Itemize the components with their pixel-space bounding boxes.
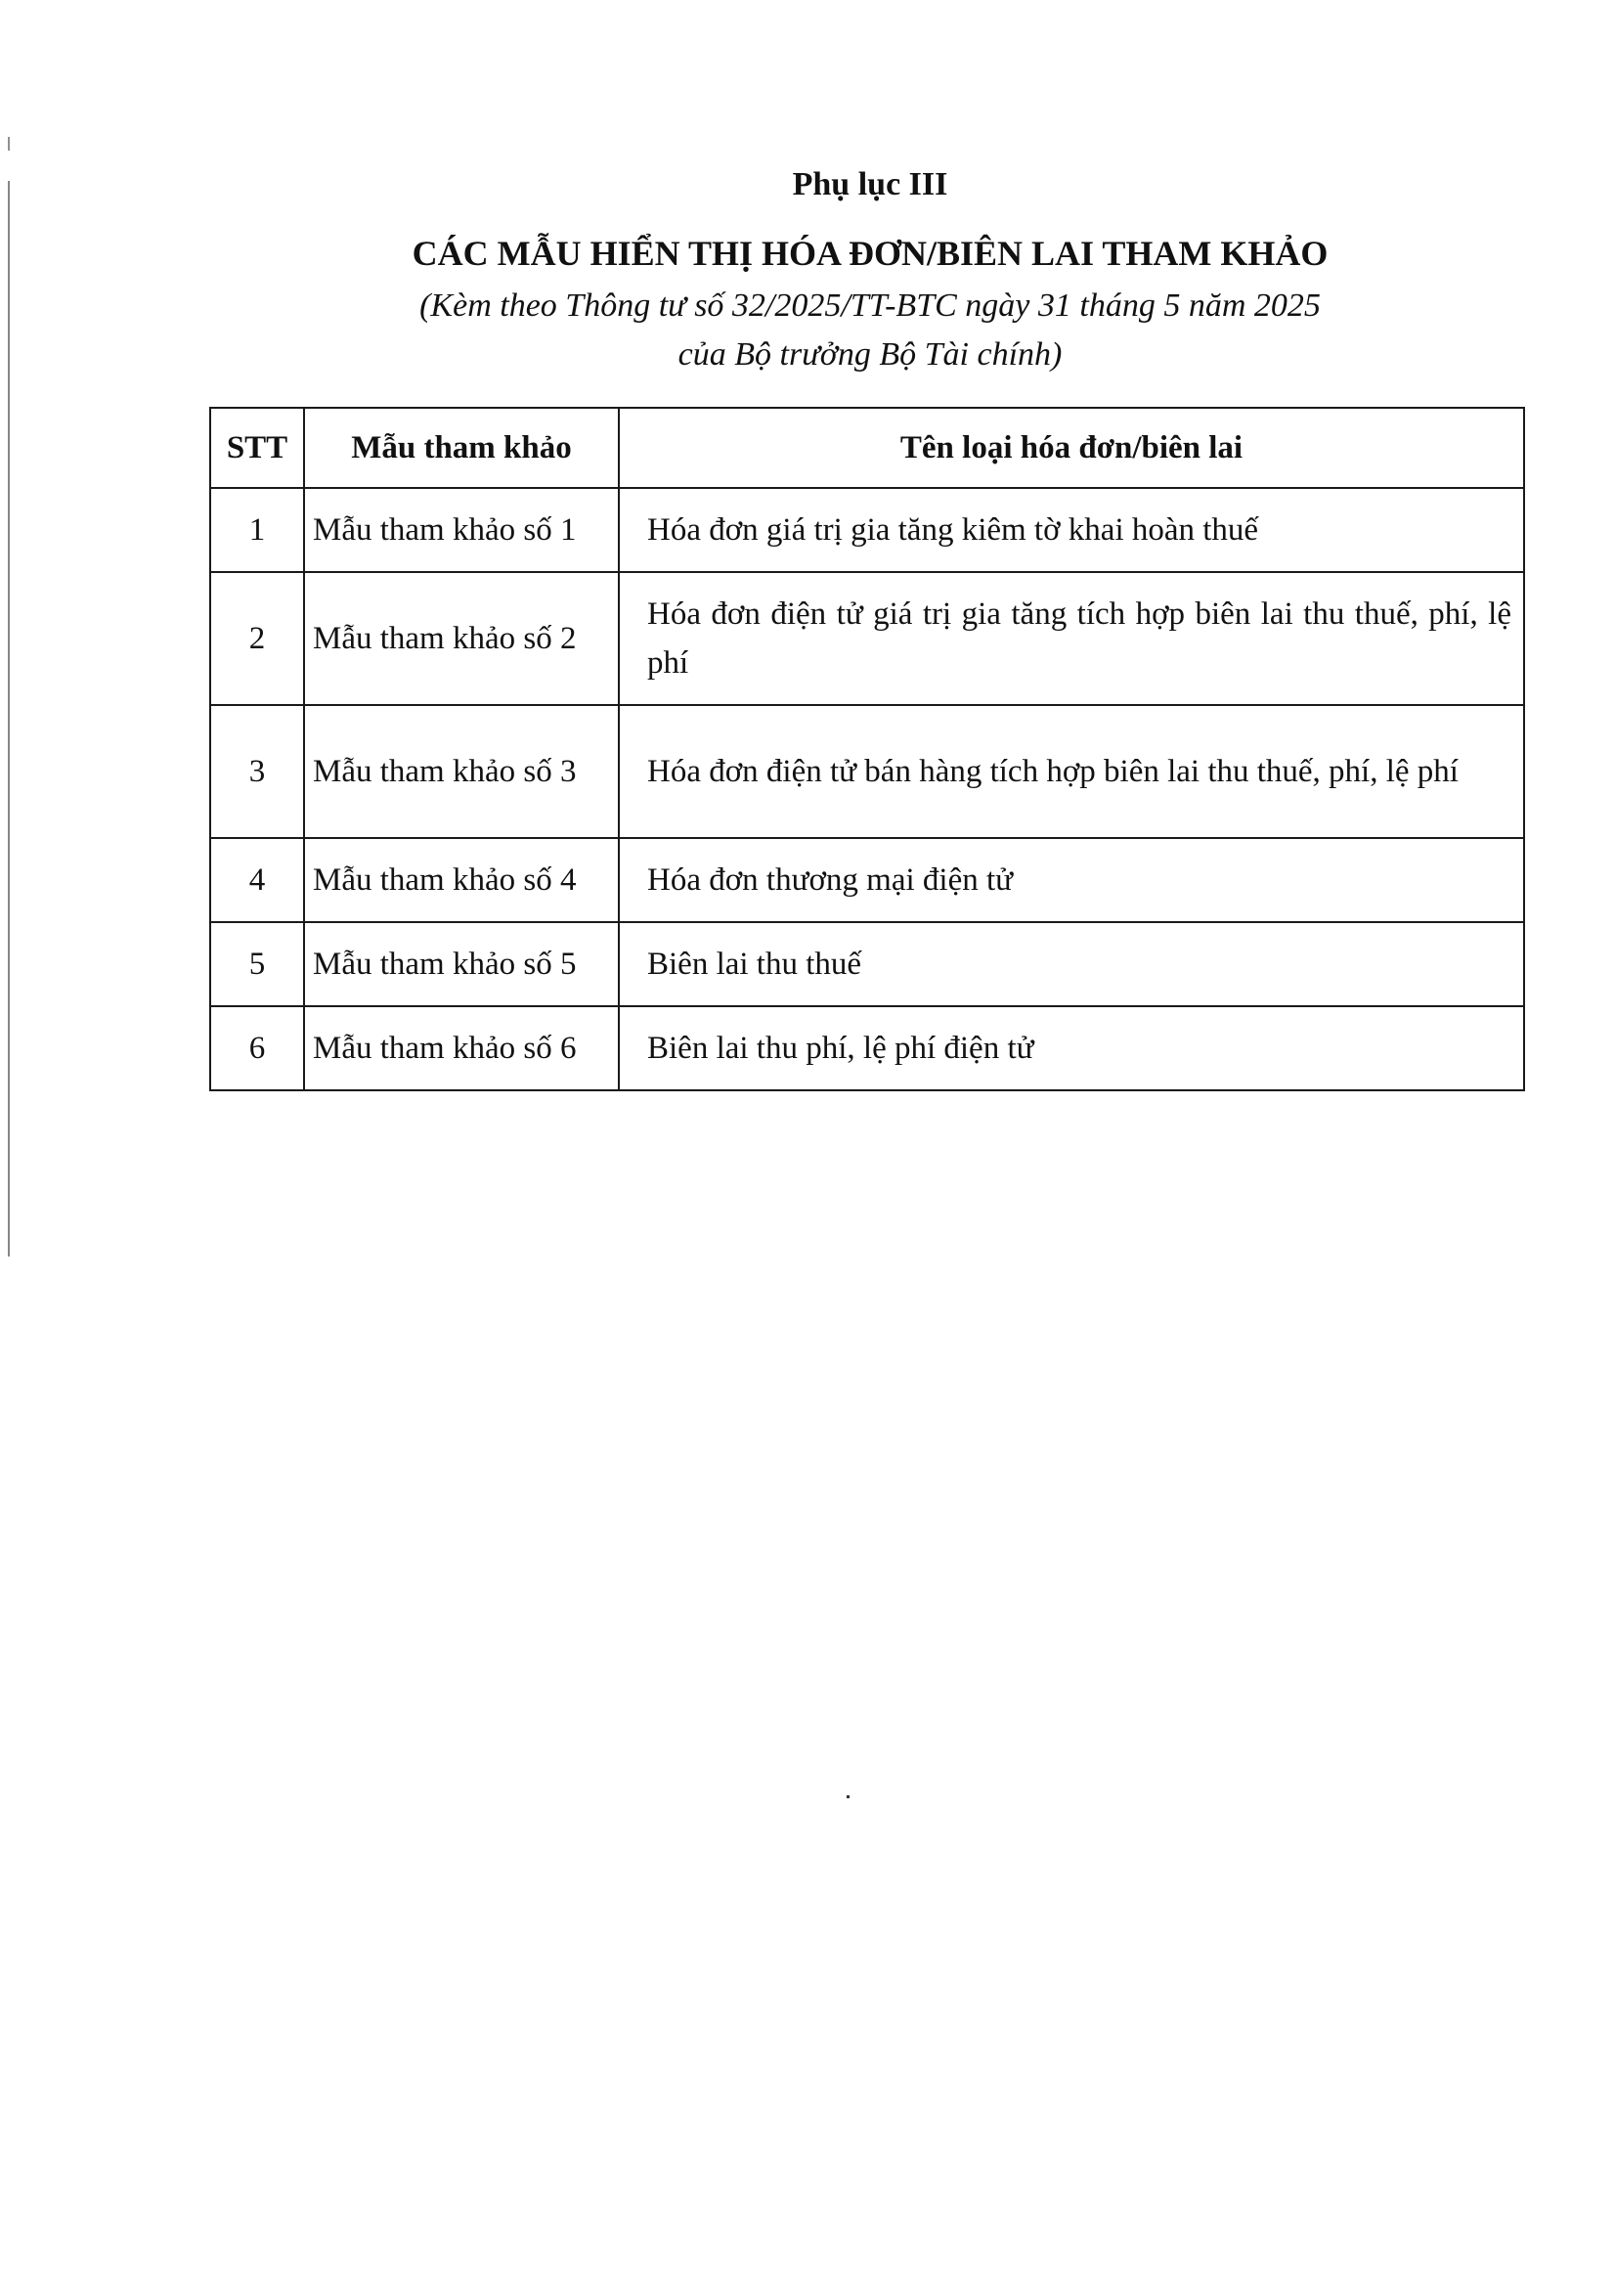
table-row <box>210 922 1524 1006</box>
row-name: Hóa đơn điện tử bán hàng tích hợp biên lai thu thuế, phí, lệ phí <box>619 705 1524 838</box>
attachment-note-line-1: (Kèm theo Thông tư số 32/2025/TT-BTC ngày 31 tháng 5 năm 2025 <box>419 287 1321 324</box>
row-stt: 5 <box>210 922 304 1006</box>
table-header-row <box>210 408 1524 488</box>
attachment-note-line-2: của Bộ trưởng Bộ Tài chính) <box>677 336 1063 373</box>
row-stt: 2 <box>210 572 304 705</box>
appendix-label: Phụ lục III <box>792 166 948 202</box>
column-header-sample: Mẫu tham khảo <box>304 408 619 488</box>
table-row <box>210 572 1524 705</box>
row-name: Hóa đơn giá trị gia tăng kiêm tờ khai hoàn thuế <box>619 488 1524 572</box>
row-stt: 4 <box>210 838 304 922</box>
row-stt: 6 <box>210 1006 304 1090</box>
table-row <box>210 488 1524 572</box>
row-name: Biên lai thu thuế <box>619 922 1524 1006</box>
scan-artifact-top-left <box>8 137 10 151</box>
table-row <box>210 1006 1524 1090</box>
row-sample: Mẫu tham khảo số 1 <box>304 488 619 572</box>
row-stt: 1 <box>210 488 304 572</box>
row-name: Hóa đơn thương mại điện tử <box>619 838 1524 922</box>
row-name: Biên lai thu phí, lệ phí điện tử <box>619 1006 1524 1090</box>
row-stt: 3 <box>210 705 304 838</box>
row-sample: Mẫu tham khảo số 4 <box>304 838 619 922</box>
row-sample: Mẫu tham khảo số 2 <box>304 572 619 705</box>
table-row <box>210 705 1524 838</box>
row-sample: Mẫu tham khảo số 6 <box>304 1006 619 1090</box>
document-title: CÁC MẪU HIỂN THỊ HÓA ĐƠN/BIÊN LAI THAM KHẢO <box>412 234 1329 273</box>
column-header-name: Tên loại hóa đơn/biên lai <box>619 408 1524 488</box>
table-row <box>210 838 1524 922</box>
reference-samples-table <box>209 407 1525 1091</box>
row-sample: Mẫu tham khảo số 5 <box>304 922 619 1006</box>
scan-artifact-dot <box>847 1795 850 1798</box>
row-name: Hóa đơn điện tử giá trị gia tăng tích hợp biên lai thu thuế, phí, lệ phí <box>619 572 1524 705</box>
row-sample: Mẫu tham khảo số 3 <box>304 705 619 838</box>
column-header-stt: STT <box>210 408 304 488</box>
